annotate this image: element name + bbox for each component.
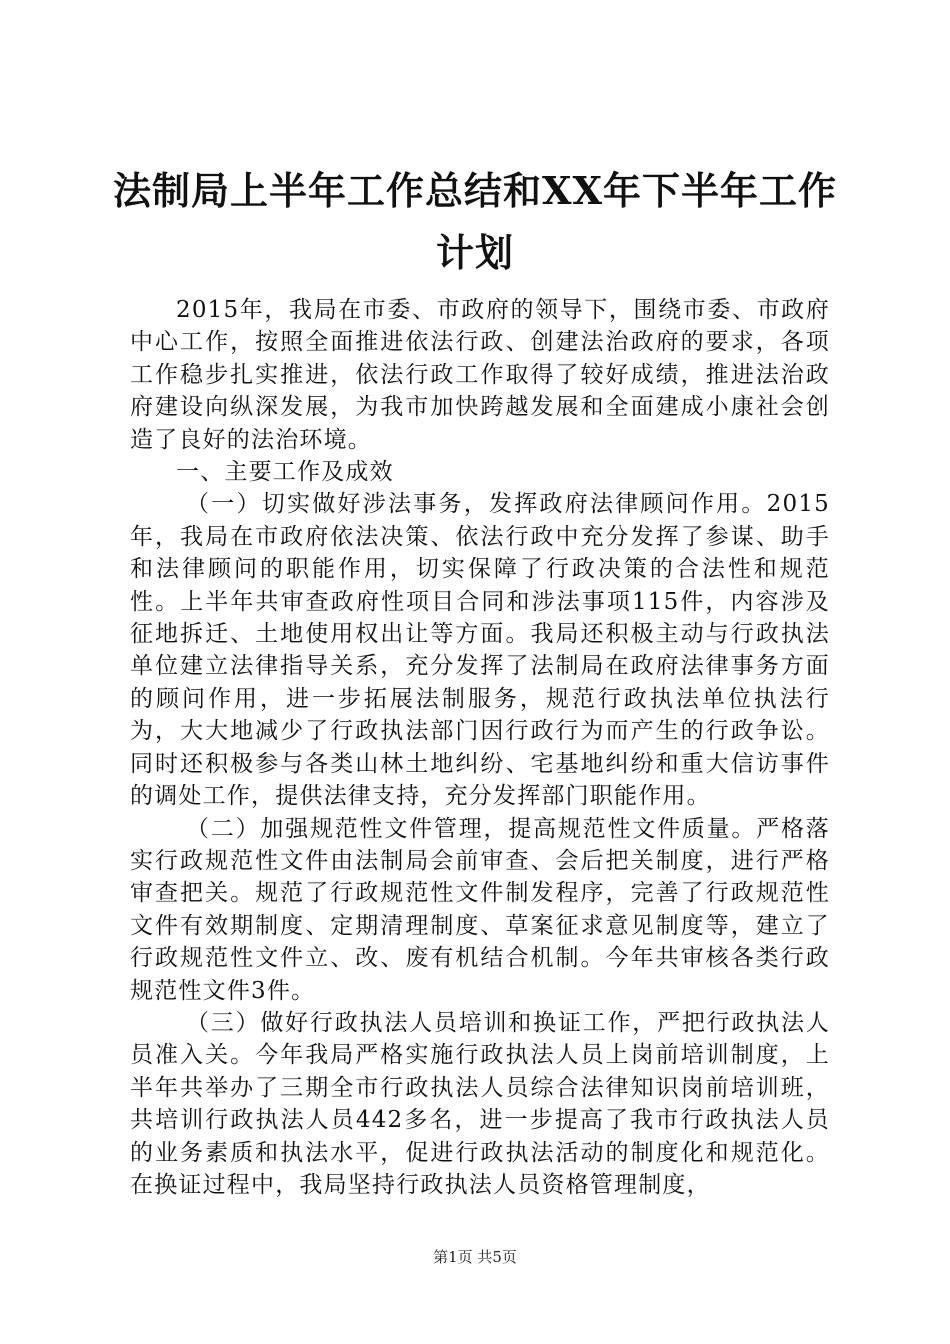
intro-paragraph: 2015年，我局在市委、市政府的领导下，围绕市委、市政府中心工作，按照全面推进依法行政、创建法治政府的要求，各项工作稳步扎实推进，依法行政工作取得了较好成绩，推进法治政府建设向纵深发展，为我市加快跨越发展和全面建成小康社会创造了良好的法治环境。 [130, 297, 830, 453]
page-number: 第1页 共5页 [433, 1248, 517, 1266]
document-title: 法制局上半年工作总结和XX年下半年工作计划 [113, 168, 837, 275]
body-paragraph-2: （二）加强规范性文件管理，提高规范性文件质量。严格落实行政规范性文件由法制局会前审查、会后把关制度，进行严格审查把关。规范了行政规范性文件制发程序，完善了行政规范性文件有效期制度、定期清理制度、草案征求意见制度等，建立了行政规范性文件立、改、废有机结合机制。今年共审核各类行政规范性文件3件。 [130, 815, 830, 1004]
body-paragraph-1: （一）切实做好涉法事务，发挥政府法律顾问作用。2015年，我局在市政府依法决策、依法行政中充分发挥了参谋、助手和法律顾问的职能作用，切实保障了行政决策的合法性和规范性。上半年共审查政府性项目合同和涉法事项115件，内容涉及征地拆迁、土地使用权出让等方面。我局还积极主动与行政执法单位建立法律指导关系，充分发挥了法制局在政府法律事务方面的顾问作用，进一步拓展法制服务，规范行政执法单位执法行为，大大地减少了行政执法部门因行政行为而产生的行政争讼。同时还积极参与各类山林土地纠纷、宅基地纠纷和重大信访事件的调处工作，提供法律支持，充分发挥部门职能作用。 [130, 491, 830, 810]
section-heading: 一、主要工作及成效 [176, 459, 394, 486]
document-body [130, 294, 830, 1201]
body-paragraph-3: （三）做好行政执法人员培训和换证工作，严把行政执法人员准入关。今年我局严格实施行政执法人员上岗前培训制度，上半年共举办了三期全市行政执法人员综合法律知识岗前培训班，共培训行政执法人员442多名，进一步提高了我市行政执法人员的业务素质和执法水平，促进行政执法活动的制度化和规范化。在换证过程中，我局坚持行政执法人员资格管理制度， [130, 1009, 830, 1198]
